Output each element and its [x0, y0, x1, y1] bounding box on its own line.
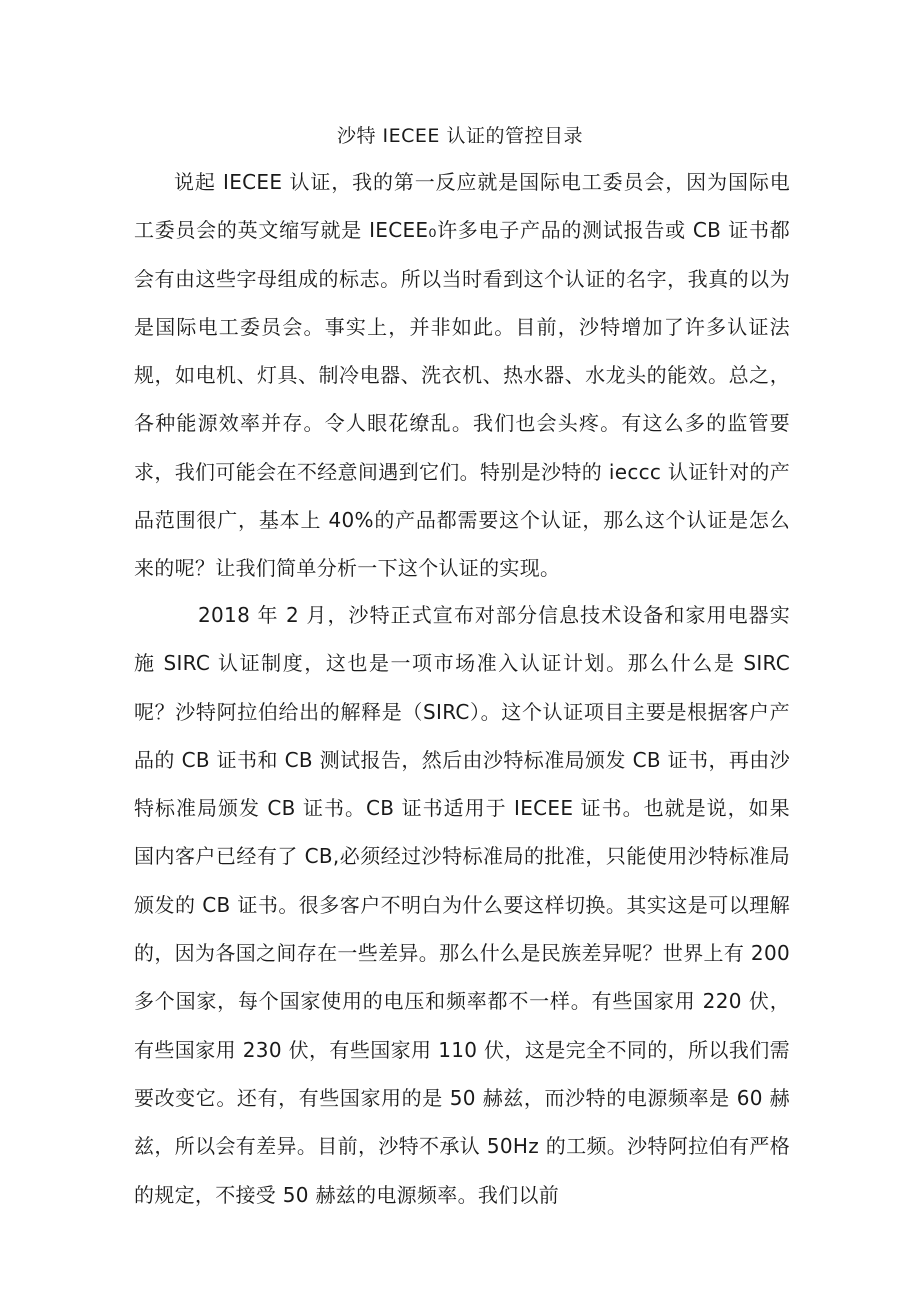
paragraph-sirc: 2018 年 2 月，沙特正式宣布对部分信息技术设备和家用电器实施 SIRC 认证制度，这也是一项市场准入认证计划。那么什么是 SIRC 呢？沙特阿拉伯给出的解释是（SIRC）。这个认证项目主要是根据客户产品的 CB 证书和 CB 测试报告，然后由沙特标准局颁发 CB 证书，再由沙特标准局颁发 CB 证书。CB 证书适用于 IECEE 证书。也就是说，如果国内客户已经有了 CB,必须经过沙特标准局的批准，只能使用沙特标准局颁发的 CB 证书。很多客户不明白为什么要这样切换。其实这是可以理解的，因为各国之间存在一些差异。那么什么是民族差异呢？世界上有 200 多个国家，每个国家使用的电压和频率都不一样。有些国家用 220 伏，有些国家用 230 伏，有些国家用 110 伏，这是完全不同的，所以我们需要改变它。还有，有些国家用的是 50 赫兹，而沙特的电源频率是 60 赫兹，所以会有差异。目前，沙特不承认 50Hz 的工频。沙特阿拉伯有严格的规定，不接受 50 赫兹的电源频率。我们以前 [134, 603, 790, 1207]
document-title: 沙特 IECEE 认证的管控目录 [337, 125, 583, 147]
paragraph-intro: 说起 IECEE 认证，我的第一反应就是国际电工委员会，因为国际电工委员会的英文缩写就是 IECEE₀许多电子产品的测试报告或 CB 证书都会有由这些字母组成的标志。所以当时看到这个认证的名字，我真的以为是国际电工委员会。事实上，并非如此。目前，沙特增加了许多认证法规，如电机、灯具、制冷电器、洗衣机、热水器、水龙头的能效。总之，各种能源效率并存。令人眼花缭乱。我们也会头疼。有这么多的监管要求，我们可能会在不经意间遇到它们。特别是沙特的 ieccc 认证针对的产品范围很广，基本上 40%的产品都需要这个认证，那么这个认证是怎么来的呢？让我们简单分析一下这个认证的实现。 [134, 170, 790, 581]
